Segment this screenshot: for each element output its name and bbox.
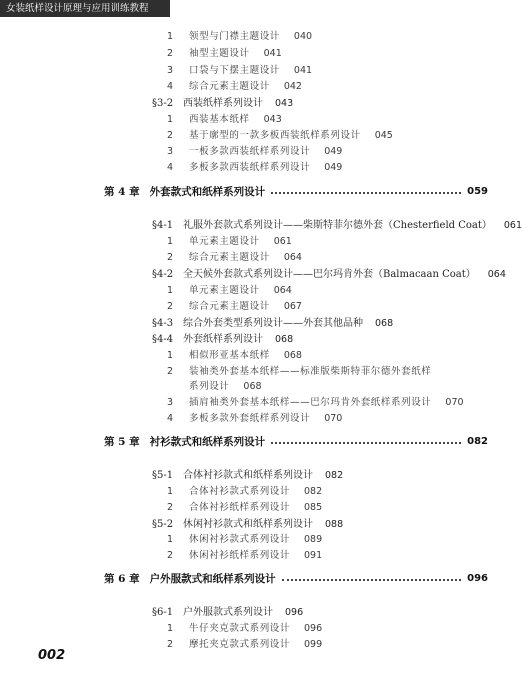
section-title: 休闲衬衫款式和纸样系列设计: [183, 519, 313, 530]
entry-title: 休闲衬衫纸样系列设计: [189, 550, 291, 561]
entry-title: 袖型主题设计: [189, 48, 250, 59]
entry-number: 4: [167, 81, 174, 92]
entry-number: 2: [167, 130, 174, 141]
page-number: 002: [38, 648, 66, 663]
entry-page: 064: [273, 285, 292, 296]
chapter-title: 外套款式和纸样系列设计: [149, 185, 266, 198]
entry-title: 领型与门襟主题设计: [189, 31, 280, 42]
entry-number: 1: [167, 31, 174, 42]
entry-title: 系列设计: [189, 381, 230, 392]
entry-page: 068: [243, 381, 262, 392]
dot-leader: [282, 579, 462, 581]
entry-page: 043: [263, 114, 282, 125]
section-title: 外套纸样系列设计: [183, 334, 263, 345]
entry-number: 3: [167, 146, 174, 157]
entry-number: 3: [167, 397, 174, 408]
entry-number: 1: [167, 114, 174, 125]
chapter-heading[interactable]: [104, 183, 488, 199]
section-page: 082: [325, 470, 344, 481]
section-number: §4-3: [152, 318, 174, 329]
entry-title: 多板多款西装纸样系列设计: [189, 162, 311, 173]
entry-title: 休闲衬衫款式系列设计: [189, 534, 291, 545]
toc-entry[interactable]: [167, 78, 302, 92]
entry-title: 单元素主题设计: [189, 236, 260, 247]
section-page: 061: [503, 220, 522, 231]
entry-title: 基于廓型的一款多板西装纸样系列设计: [189, 130, 361, 141]
entry-page: 061: [273, 236, 292, 247]
entry-number: 1: [167, 350, 174, 361]
section-number: §5-2: [152, 519, 174, 530]
section-title: 综合外套类型系列设计——外套其他品种: [183, 318, 363, 329]
toc-entry-continuation[interactable]: [189, 378, 262, 392]
toc-entry[interactable]: [167, 483, 322, 497]
entry-number: 2: [167, 502, 174, 513]
toc-entry[interactable]: [167, 363, 431, 377]
chapter-title: 户外服款式和纸样系列设计: [149, 572, 276, 585]
entry-number: 2: [167, 366, 174, 377]
section-page: 064: [487, 269, 506, 280]
section-title: 西装纸样系列设计: [183, 98, 263, 109]
entry-title: 合体衬衫款式系列设计: [189, 486, 291, 497]
entry-title: 插肩袖类外套基本纸样——巴尔玛肯外套纸样系列设计: [189, 397, 432, 408]
entry-title: 多板多款外套纸样系列设计: [189, 413, 311, 424]
entry-page: 041: [263, 48, 282, 59]
entry-number: 2: [167, 252, 174, 263]
entry-number: 1: [167, 486, 174, 497]
toc-entry[interactable]: [167, 62, 312, 76]
section-page: 096: [285, 607, 304, 618]
chapter-heading[interactable]: [104, 570, 488, 586]
section-number: §4-4: [152, 334, 174, 345]
toc-entry[interactable]: [167, 127, 393, 141]
toc-entry[interactable]: [167, 28, 312, 42]
toc-section[interactable]: [152, 265, 506, 280]
toc-entry[interactable]: [167, 499, 322, 513]
entry-page: 064: [283, 252, 302, 263]
entry-page: 040: [293, 31, 313, 42]
entry-page: 089: [304, 534, 323, 545]
chapter-heading[interactable]: [104, 433, 488, 449]
entry-title: 单元素主题设计: [189, 285, 260, 296]
toc-section[interactable]: [152, 94, 293, 109]
toc-entry[interactable]: [167, 111, 282, 125]
entry-page: 085: [304, 502, 323, 513]
toc-entry[interactable]: [167, 45, 282, 59]
entry-title: 西装基本纸样: [189, 114, 250, 125]
section-number: §4-2: [152, 269, 174, 280]
section-page: 088: [325, 519, 344, 530]
section-number: §6-1: [152, 607, 174, 618]
toc-section[interactable]: [152, 216, 522, 231]
chapter-label: 第 6 章: [104, 572, 140, 585]
entry-title: 口袋与下摆主题设计: [189, 65, 280, 76]
toc-entry[interactable]: [167, 143, 342, 157]
dot-leader: [271, 192, 461, 194]
entry-title: 装袖类外套基本纸样——标准版柴斯特菲尔德外套纸样: [189, 366, 432, 377]
toc-section[interactable]: [152, 330, 293, 345]
toc-entry[interactable]: [167, 410, 342, 424]
entry-number: 4: [167, 162, 174, 173]
entry-title: 摩托夹克款式系列设计: [189, 639, 291, 650]
toc-entry[interactable]: [167, 347, 302, 361]
entry-number: 1: [167, 623, 174, 634]
section-page: 068: [375, 318, 394, 329]
section-title: 礼服外套款式系列设计——柴斯特菲尔德外套（Chesterfield Coat）: [183, 220, 492, 231]
toc-entry[interactable]: [167, 636, 322, 650]
toc-entry[interactable]: [167, 233, 292, 247]
toc-entry[interactable]: [167, 282, 292, 296]
entry-page: 041: [293, 65, 313, 76]
entry-number: 1: [167, 534, 174, 545]
chapter-page: 096: [467, 572, 488, 584]
entry-page: 067: [283, 301, 302, 312]
entry-title: 综合元素主题设计: [189, 81, 270, 92]
entry-title: 牛仔夹克款式系列设计: [189, 623, 291, 634]
chapter-page: 082: [467, 435, 488, 447]
entry-title: 一板多款西装纸样系列设计: [189, 146, 311, 157]
chapter-label: 第 4 章: [104, 185, 140, 198]
toc-entry[interactable]: [167, 531, 322, 545]
section-number: §3-2: [152, 98, 174, 109]
entry-page: 096: [304, 623, 323, 634]
toc-section[interactable]: [152, 466, 343, 481]
toc-section[interactable]: [152, 314, 393, 329]
entry-number: 1: [167, 236, 174, 247]
entry-page: 049: [324, 146, 343, 157]
section-number: §5-1: [152, 470, 174, 481]
chapter-page: 059: [467, 185, 488, 197]
entry-title: 综合元素主题设计: [189, 252, 270, 263]
entry-title: 综合元素主题设计: [189, 301, 270, 312]
entry-number: 2: [167, 301, 174, 312]
section-title: 全天候外套款式系列设计——巴尔玛肯外套（Balmacaan Coat）: [183, 269, 476, 280]
entry-title: 相似形亚基本纸样: [189, 350, 270, 361]
entry-number: 2: [167, 48, 174, 59]
toc-entry[interactable]: [167, 394, 464, 408]
entry-page: 049: [324, 162, 343, 173]
running-header: [0, 0, 170, 17]
toc-section[interactable]: [152, 603, 303, 618]
entry-page: 042: [283, 81, 302, 92]
entry-number: 2: [167, 550, 174, 561]
toc-entry[interactable]: [167, 620, 322, 634]
entry-number: 2: [167, 639, 174, 650]
section-number: §4-1: [152, 220, 174, 231]
chapter-label: 第 5 章: [104, 435, 140, 448]
entry-page: 070: [445, 397, 464, 408]
book-title: 女装纸样设计原理与应用训练教程: [6, 3, 149, 14]
entry-page: 068: [283, 350, 302, 361]
section-page: 043: [275, 98, 294, 109]
entry-page: 091: [304, 550, 323, 561]
dot-leader: [271, 442, 461, 444]
entry-number: 3: [167, 65, 174, 76]
toc-entry[interactable]: [167, 298, 302, 312]
toc-entry[interactable]: [167, 547, 322, 561]
section-title: 合体衬衫款式和纸样系列设计: [183, 470, 313, 481]
entry-title: 合体衬衫纸样系列设计: [189, 502, 291, 513]
entry-number: 4: [167, 413, 174, 424]
toc-entry[interactable]: [167, 249, 302, 263]
entry-page: 070: [324, 413, 343, 424]
entry-page: 082: [304, 486, 323, 497]
entry-page: 045: [374, 130, 393, 141]
entry-number: 1: [167, 285, 174, 296]
section-title: 户外服款式系列设计: [183, 607, 273, 618]
toc-entry[interactable]: [167, 159, 342, 173]
chapter-title: 衬衫款式和纸样系列设计: [149, 435, 266, 448]
toc-section[interactable]: [152, 515, 343, 530]
section-page: 068: [275, 334, 294, 345]
entry-page: 099: [304, 639, 323, 650]
